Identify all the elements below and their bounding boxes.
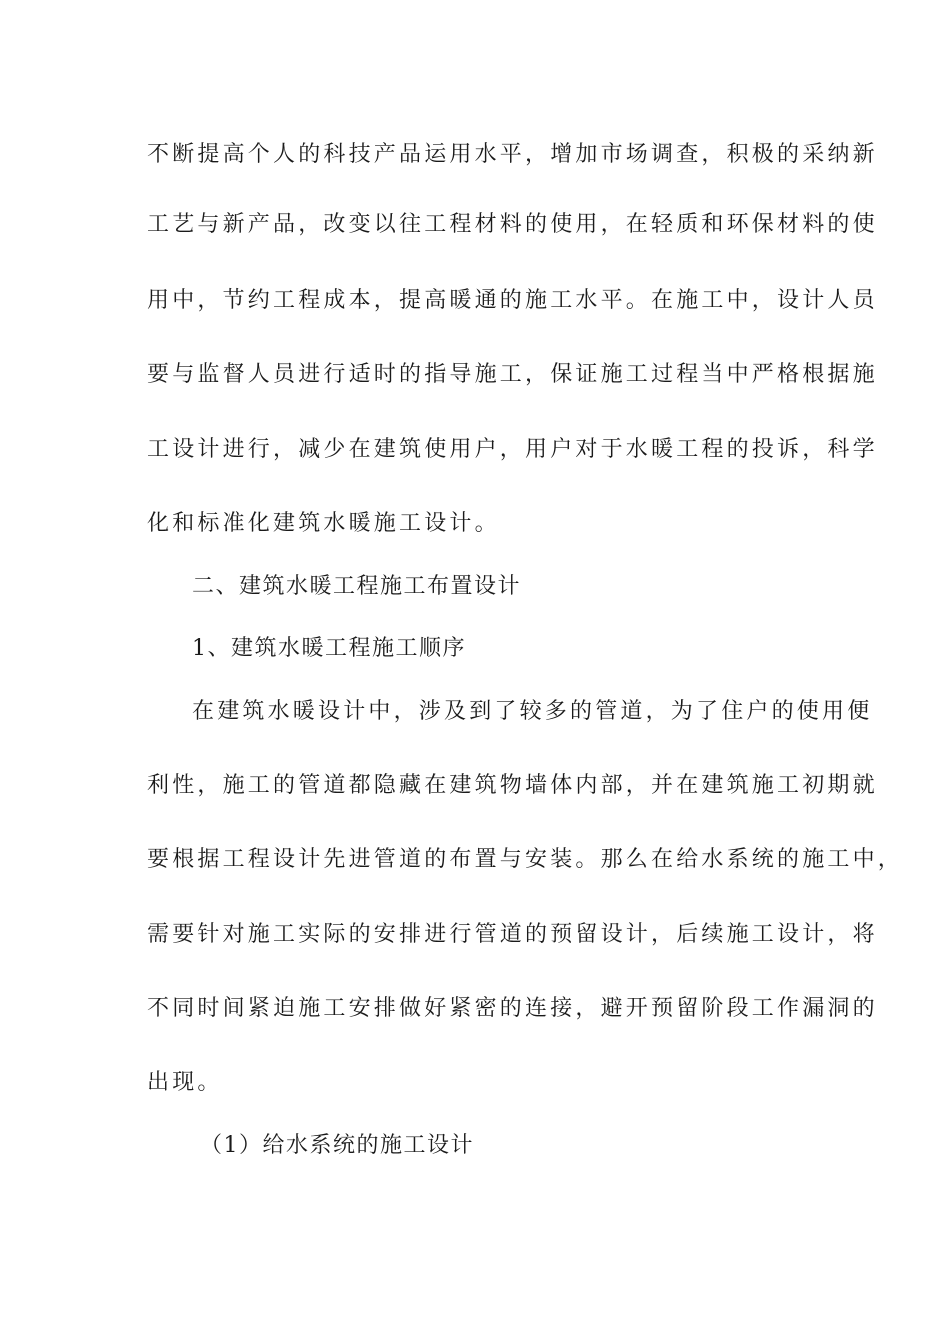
paragraph-1-line-3: 用中，节约工程成本，提高暖通的施工水平。在施工中，设计人员 [147,288,878,313]
paragraph-2-line-2: 利性，施工的管道都隐藏在建筑物墙体内部，并在建筑施工初期就 [147,773,878,798]
sub-heading-1: （1）给水系统的施工设计 [200,1133,474,1158]
paragraph-1-line-5: 工设计进行，减少在建筑使用户，用户对于水暖工程的投诉，科学 [147,437,878,462]
paragraph-1-line-1: 不断提高个人的科技产品运用水平，增加市场调查，积极的采纳新 [147,142,878,167]
paragraph-2-line-3: 要根据工程设计先进管道的布置与安装。那么在给水系统的施工中， [147,847,904,872]
paragraph-1-line-6: 化和标准化建筑水暖施工设计。 [147,511,500,536]
paragraph-2-line-5: 不同时间紧迫施工安排做好紧密的连接，避开预留阶段工作漏洞的 [147,996,878,1021]
section-heading-2: 二、建筑水暖工程施工布置设计 [192,574,522,599]
paragraph-2-line-6: 出现。 [147,1070,223,1095]
subsection-heading-2-1: 1、建筑水暖工程施工顺序 [192,636,466,661]
paragraph-1-line-2: 工艺与新产品，改变以往工程材料的使用，在轻质和环保材料的使 [147,212,878,237]
paragraph-1-line-4: 要与监督人员进行适时的指导施工，保证施工过程当中严格根据施 [147,362,878,387]
paragraph-2-line-4: 需要针对施工实际的安排进行管道的预留设计，后续施工设计，将 [147,922,878,947]
paragraph-2-line-1: 在建筑水暖设计中，涉及到了较多的管道，为了住户的使用便 [192,699,873,724]
